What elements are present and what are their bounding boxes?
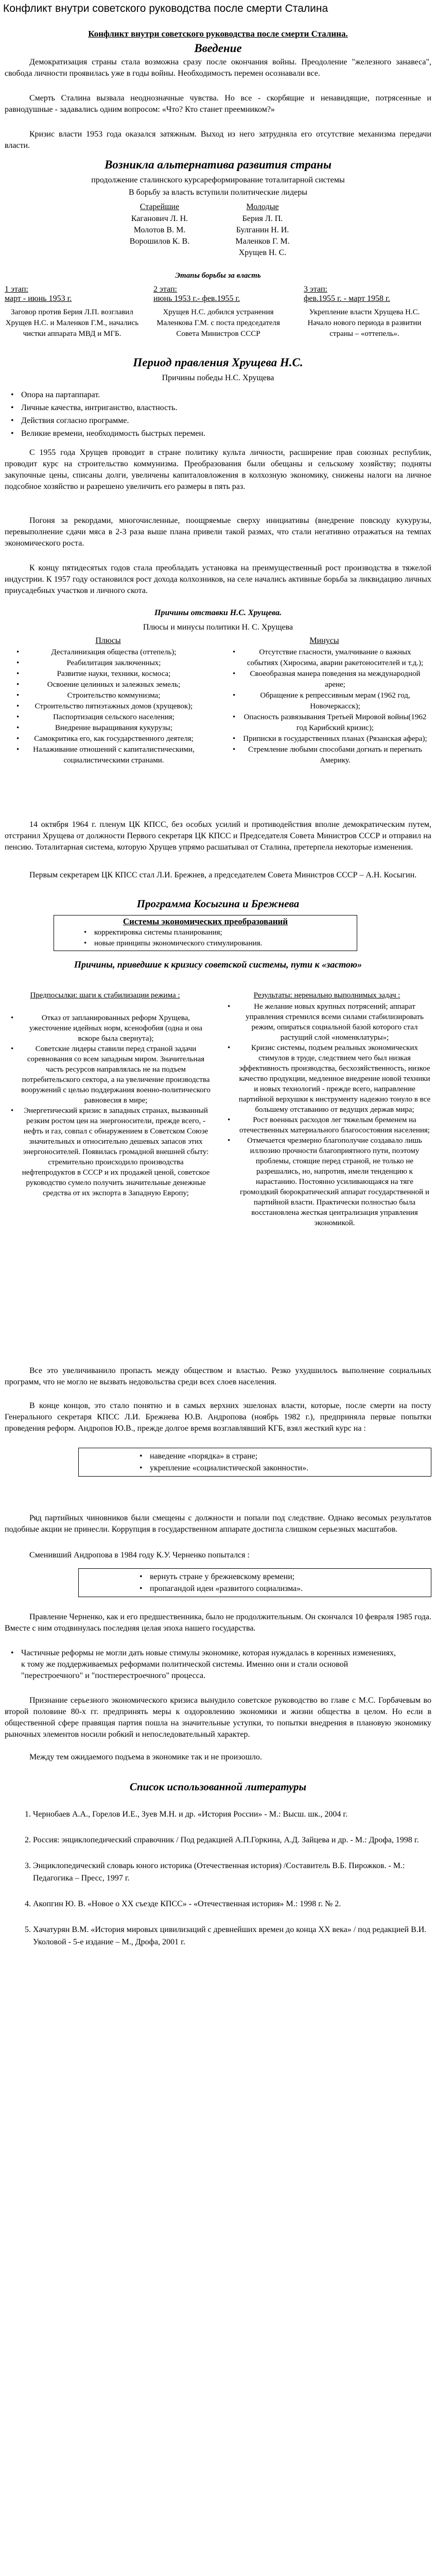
stage-dates: март - июнь 1953 г. <box>5 294 72 303</box>
list-item: • Обращение к репрессивным мерам (1962 год, Новочеркасск); <box>226 690 427 712</box>
literature-item: 5. Хачатурян В.М. «История мировых цивилизаций с древнейших времен до конца XX века» / под редакцией В.И. Уколовой - 5-е издание – М., Дрофа, 2001 г. <box>33 1924 427 1948</box>
column-label-young: Молодые <box>246 202 279 211</box>
list-item: • Великие времени, необходимость быстрых перемен. <box>5 427 431 440</box>
paragraph: С 1955 года Хрущев проводит в стране политику культа личности, расширение прав союзных республик, проводит курс на строительство коммунизма. Преобразования были обещаны и сельскому хозяйству; подняты закупочные цены, списаны долги, увеличены капиталовложения в колхозную экономику, снижены налоги на личное подсобное хозяйство и разрешено увеличить его размеры в пять раз. <box>5 448 431 491</box>
reform-box-title: Системы экономических преобразований <box>123 917 288 926</box>
list-item: • Отсутствие гласности, умалчивание о важных событиях (Хиросима, аварии ракетоносителей и т.д.); <box>226 647 427 669</box>
leader-name: Маленков Г. М. <box>235 237 290 246</box>
stage-dates: июнь 1953 г.- фев.1955 г. <box>153 294 240 303</box>
chernenko-course-box <box>78 1568 431 1597</box>
column-label-cons: Минусы <box>309 636 339 645</box>
list-item: • Советские лидеры ставили перед страной задачи соревнования со всем западным миром. Значительная часть ресурсов направлялась не на подъем потребительского сектора, а на увеличение производства вооружений с целью поддержания военно-политического равновесия в мире; <box>5 1044 211 1106</box>
list-item: • Освоение целинных и залежных земель; <box>10 680 201 690</box>
list-item: • Не желание новых крупных потрясений; аппарат управления стремился всеми силами стабилизировать режим, опираться социальной базой которого стал растущий слой «номенклатуры»; <box>221 1002 431 1043</box>
stage-title: 2 этап: <box>153 285 177 294</box>
literature-item: 4. Акопгин Ю. В. «Новое о ХХ съезде КПСС» - «Отечественная история» М.: 1998 г. № 2. <box>33 1898 427 1910</box>
list-item: • Действия согласно программе. <box>5 414 431 427</box>
list-item: • Развитие науки, техники, космоса; <box>10 669 201 680</box>
literature-item: 2. Россия: энциклопедический справочник / Под редакцией А.П.Горкина, А.Д. Зайцева и др. - М.: Дрофа, 1998 г. <box>33 1834 427 1846</box>
leader-name: Хрущев Н. С. <box>238 248 287 257</box>
literature-list <box>21 1808 427 1962</box>
stage-text: Хрущев Н.С. добился устранения Маленкова Г.М. с поста председателя Совета Министров СССР <box>156 308 280 338</box>
list-item: • Налаживание отношений с капиталистическими, социалистическими странами. <box>10 744 201 766</box>
list-item: • Отказ от запланированных реформ Хрущева, ужесточение идейных норм, ксенофобия (одна и она вскоре была свернута); <box>5 1013 211 1044</box>
literature-item: 3. Энциклопедический словарь юного историка (Отечественная история) /Составитель В.Б. Пирожков. - М.: Педагогика – Пресс, 1997 г. <box>33 1860 427 1885</box>
section-heading-crisis: Причины, приведшие к кризису советской системы, пути к «застою» <box>74 959 362 970</box>
stages-heading: Этапы борьбы за власть <box>175 272 261 280</box>
list-item: • Строительство пятиэтажных домов (хрущевок); <box>10 701 201 712</box>
elders-list <box>118 213 201 247</box>
list-item: • Кризис системы, подъем реальных экономических стимулов в труде, следствием чего был низкая эффективность производства, бесхозяйственность, низкое качество продукции, медленное внедрение новой техники и новых технологий - прежде всего, направление партийной верхушки к инструменту надежно тонуло в все большему отставанию от ведущих держав мира; <box>221 1043 431 1115</box>
section-heading-alternative: Возникла альтернатива развития страны <box>104 158 332 171</box>
list-item: • вернуть стране у брежневскому времени; <box>133 1571 428 1583</box>
bullet-list <box>57 927 354 949</box>
column-label-elders: Старейшие <box>139 202 180 211</box>
leader-name: Берия Л. П. <box>242 214 283 223</box>
paragraph: Кризис власти 1953 года оказался затяжным. Выход из него затрудняла его отсутствие механизма передачи власти. <box>5 130 431 150</box>
paragraph: Сменивший Андропова в 1984 году К.У. Черненко попытался : <box>29 1551 250 1560</box>
list-item: • пропагандой идеи «развитого социализма». <box>133 1583 428 1595</box>
paragraph: Все это увеличиванило пропасть между обществом и властью. Резко ухудшилось выполнение социальных программ, что не могло не вызвать недовольства среди всех слоев населения. <box>5 1366 431 1386</box>
column-label-prerequisites: Предпосылки: шаги к стабилизации режима : <box>30 991 180 999</box>
literature-item: 1. Чернобаев А.А., Горелов И.Е., Зуев М.Н. и др. «История России» - М.: Высш. шк., 2004 г. <box>33 1808 427 1821</box>
paragraph: К концу пятидесятых годов стала преобладать установка на преимущественный рост производства в тяжелой индустрии. К 1957 году остановился рост дохода колхозников, на селе начались активные борьба за ликвидацию личных приусадебных участков и личного скота. <box>5 564 431 595</box>
paragraph: Первым секретарем ЦК КПСС стал Л.И. Брежнев, а председателем Совета Министров СССР – А.Н. Косыгин. <box>29 871 417 879</box>
list-item: • Личные качества, интриганство, властность. <box>5 401 431 414</box>
stage-text: Заговор против Берия Л.П. возглавил Хрущев Н.С. и Маленков Г.М., начались чистки аппарата МВД и МГБ. <box>5 308 139 338</box>
stage-title: 3 этап: <box>304 285 327 294</box>
prerequisites-list <box>5 1013 211 1198</box>
list-item: • Отмечается чрезмерно благополучие создавало лишь иллюзию прочности благоприятного пути, поэтому проблемы, стоящие перед страной, не только не разрешались, но, напротив, имели тенденцию к нарастанию. Постоянно усиливающаяся на тяге громоздкий бюрократический аппарат государственной и партийной власти. Практически полностью была восстановлена жесткая централизация управления экономикой. <box>221 1136 431 1228</box>
section-subheading: Причины победы Н.С. Хрущева <box>162 374 274 382</box>
reform-box <box>54 915 357 951</box>
list-item: • Паспортизация сельского населения; <box>10 712 201 723</box>
list-item: • Стремление любыми способами догнать и перегнать Америку. <box>226 744 427 766</box>
list-item: • Внедрение выращивания кукурузы; <box>10 723 201 734</box>
paragraph: Признание серьезного экономического кризиса вынудило советское руководство во главе с М.С. Горбачевым во второй половине 80-х гг. предпринять меры к оздоровлению экономики и жизни общества в целом. Но если в общественной сфере правящая партия пошла на значительные уступки, то попытки внедрения в плановую экономику рыночных элементов носили робкий и непоследовательный характер. <box>5 1696 431 1739</box>
section-heading-literature: Список использованной литературы <box>129 1781 307 1793</box>
alternative-lines <box>5 174 431 199</box>
list-item: • Приписки в государственных планах (Рязанская афера); <box>226 734 427 744</box>
paragraph: 14 октября 1964 г. пленум ЦК КПСС, без особых усилий и противодействия вполне демократическим путем, отстранил Хрущева от должности Первого секретаря ЦК КПСС и Председателя Совета Министров СССР и отправил на пенсию. Тоталитарная система, которую Хрущев упрямо расшатывал от Сталина, претерпела некоторые изменения. <box>5 820 431 852</box>
list-item: • укрепление «социалистической законности». <box>133 1462 428 1474</box>
results-list <box>221 1002 431 1228</box>
leader-name: Молотов В. М. <box>133 226 186 234</box>
cons-list <box>226 647 427 766</box>
list-item: • Строительство коммунизма; <box>10 690 201 701</box>
alternative-line: В борьбу за власть вступили политические лидеры <box>129 188 307 197</box>
bullet-list <box>82 1571 428 1595</box>
list-item: • Частичные реформы не могли дать новые стимулы экономике, которая нуждалась в коренных изменениях, к тому же поддерживаемых реформами политической системы. Именно они и стали основой "перестроечного" и "постперестроечного" процесса. <box>5 1648 396 1682</box>
stage-title: 1 этап: <box>5 285 28 294</box>
young-list <box>216 213 309 259</box>
list-item: • наведение «порядка» в стране; <box>133 1450 428 1462</box>
paragraph: Погоня за рекордами, многочисленные, поощряемые сверху инициативы (внедрение повсюду кукурузы, перевыполнение сдачи мяса в 2-3 раза выше плана привели такой размах, что стали негативно отражаться на темпах экономического роста. <box>5 516 431 548</box>
section-heading-khrushchev: Период правления Хрущева Н.С. <box>133 356 303 369</box>
column-label-pros: Плюсы <box>95 636 121 645</box>
stage-text: Укрепление власти Хрущева Н.С. Начало нового периода в развитии страны – «оттепель». <box>307 308 422 338</box>
leader-name: Булганин Н. И. <box>236 226 289 234</box>
section-heading-kosygin: Программа Косыгина и Брежнева <box>136 897 300 910</box>
andropov-course-box <box>78 1448 431 1477</box>
list-item: • Опасность развязывания Третьей Мировой войны(1962 год Карибский кризис); <box>226 712 427 734</box>
paragraph: Демократизация страны стала возможна сразу после окончания войны. Преодоление "железного занавеса", свобода личности проявилась уже в годы войны. Необходимость перемен осознавали все. <box>5 58 431 78</box>
list-item: • Опора на партаппарат. <box>5 388 431 401</box>
bullet-list <box>5 388 431 440</box>
stage-dates: фев.1955 г. - март 1958 г. <box>304 294 390 303</box>
list-item: • новые принципы экономического стимулирования. <box>78 938 354 949</box>
alternative-line: продолжение сталинского курсареформирование тоталитарной системы <box>91 176 345 184</box>
column-label-results: Результаты: неренально выполнимых задач : <box>253 991 400 999</box>
paragraph: Между тем ожидаемого подъема в экономике так и не произошло. <box>29 1753 262 1761</box>
pros-list <box>10 647 201 766</box>
paragraph: Смерть Сталина вызвала неоднозначные чувства. Но все - скорбящие и ненавидящие, потрясенные и равнодушные - задавались одним вопросом: «Что? Кто станет преемником?» <box>5 94 431 114</box>
paragraph: В конце концов, это стало понятно и в самых верхних эшелонах власти, которые, после смерти на посту Генерального секретаря КПСС Л.И. Брежнева Ю.В. Андропова (ноябрь 1982 г.), предприняла первые попытки проведения реформ. Андропов Ю.В., прежде долгое время возглавлявший КГБ, взял жесткий курс на : <box>5 1401 431 1433</box>
section-heading-resignation: Причины отставки Н.С. Хрущева. <box>154 608 282 617</box>
section-heading-intro: Введение <box>194 42 242 55</box>
bullet-list <box>5 1648 396 1682</box>
bullet-list <box>82 1450 428 1474</box>
list-item: • корректировка системы планирования; <box>78 927 354 938</box>
document-subtitle: Конфликт внутри советского руководства после смерти Сталина. <box>88 29 348 39</box>
paragraph: Правление Черненко, как и его предшественника, было не продолжительным. Он скончался 10 февраля 1985 года. Вместе с ним отодвинулась последняя целая эпоха нашего государства. <box>5 1613 431 1633</box>
paragraph: Ряд партийных чиновников были смещены с должности и попали под следствие. Однако весомых результатов подобные акции не принесли. Коррупция в государственном аппарате достигла слишком серьезных масштабов. <box>5 1514 431 1534</box>
page-title: Конфликт внутри советского руководства после смерти Сталина <box>3 3 328 14</box>
list-item: • Десталинизация общества (оттепель); <box>10 647 201 658</box>
section-subheading: Плюсы и минусы политики Н. С. Хрущева <box>143 623 293 632</box>
list-item: • Энергетический кризис в западных странах, вызванный резким ростом цен на энергоносители, прежде всего, - нефть и газ, совпал с обнаружением в Советском Союзе значительных и относительно дешевых запасов этих энергоносителей. Появилась громадной внешней сбыту: стремительно происходило производства нефтепродуктов в СССР и их продажей ценой, советское руководство сумело получить значительные денежные средства от их экспорта в Западную Европу; <box>5 1106 211 1198</box>
leader-name: Каганович Л. Н. <box>131 214 188 223</box>
list-item: • Реабилитация заключенных; <box>10 658 201 669</box>
leader-name: Ворошилов К. В. <box>129 237 190 246</box>
list-item: • Самокритика его, как государственного деятеля; <box>10 734 201 744</box>
list-item: • Своеобразная манера поведения на международной арене; <box>226 669 427 690</box>
list-item: • Рост военных расходов лег тяжелым бременем на отечественных материального благосостояния населения; <box>221 1115 431 1136</box>
